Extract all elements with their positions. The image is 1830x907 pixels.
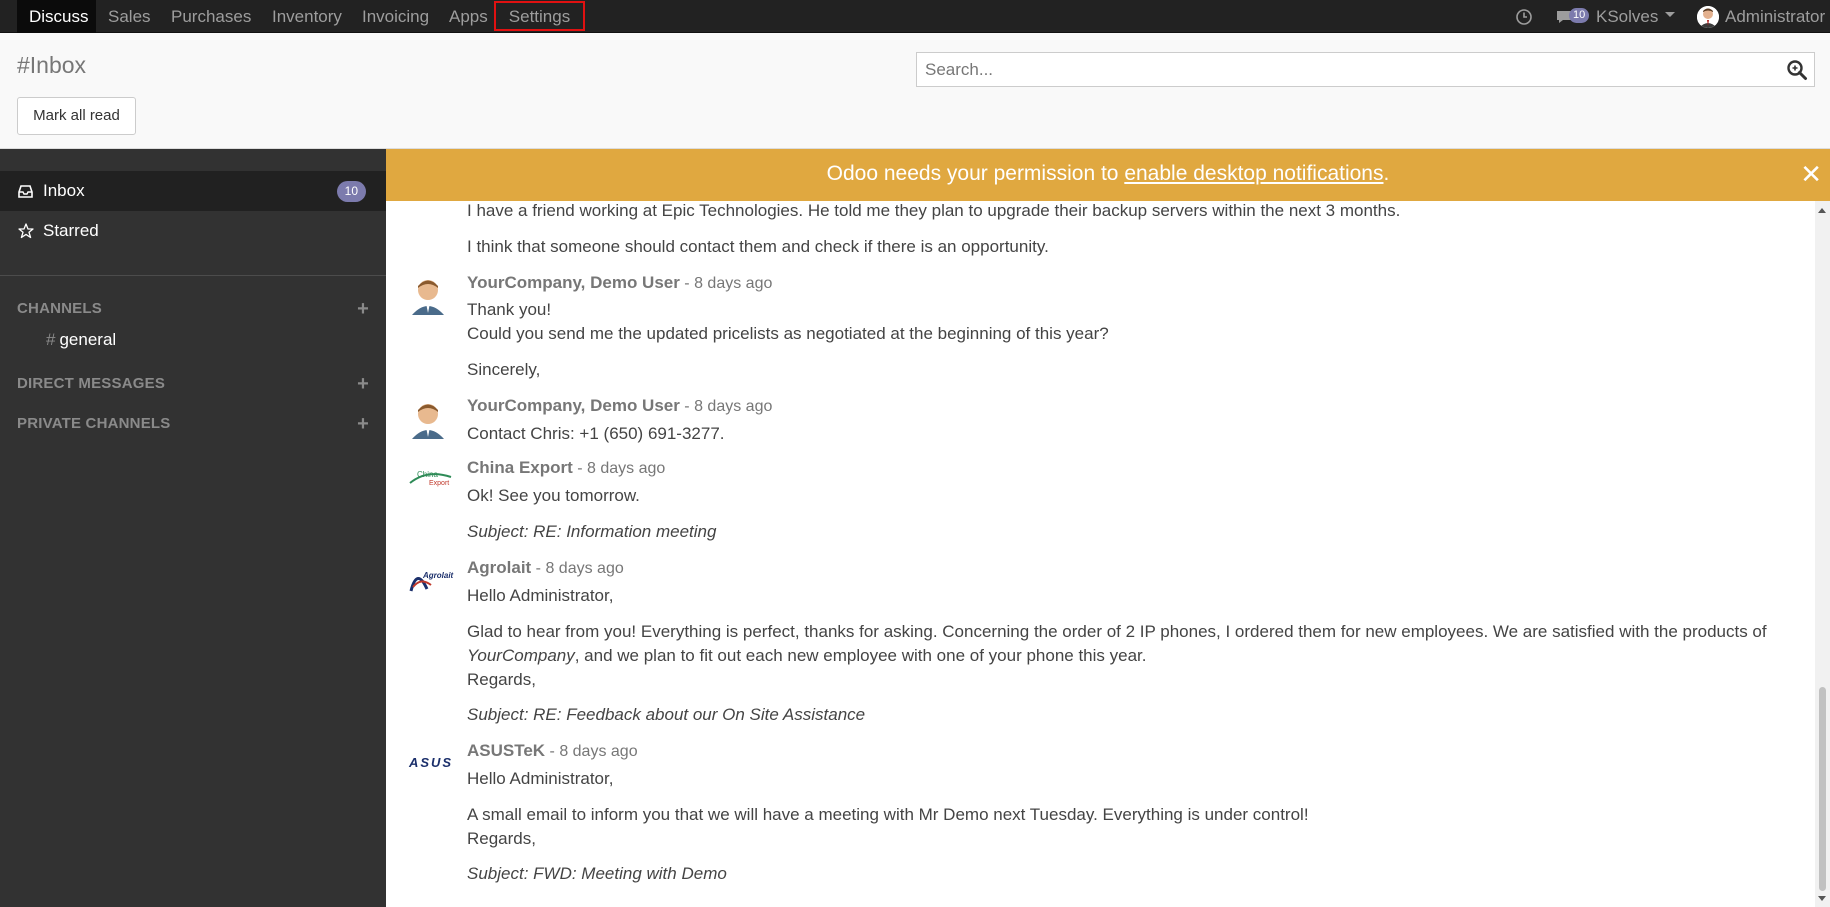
- message-body-line: Ok! See you tomorrow.: [467, 486, 640, 505]
- channel-general[interactable]: [46, 330, 116, 350]
- discuss-sidebar: [0, 149, 386, 907]
- sidebar-item-inbox[interactable]: [0, 171, 386, 211]
- message-body-line: Thank you!: [467, 300, 552, 319]
- message-subject: Subject: FWD: Meeting with Demo: [467, 864, 727, 883]
- channels-header-label: CHANNELS: [17, 300, 102, 317]
- menu-sales[interactable]: Sales: [108, 7, 151, 26]
- menu-discuss[interactable]: Discuss: [17, 0, 96, 33]
- message-body-line: Hello Administrator,: [467, 586, 614, 605]
- caret-down-icon: [1665, 12, 1675, 17]
- star-icon: [17, 223, 34, 239]
- thread-scrollbar[interactable]: [1815, 201, 1830, 907]
- author-name[interactable]: YourCompany, Demo User: [467, 273, 680, 292]
- message-header: [467, 396, 772, 416]
- scroll-down-arrow-icon[interactable]: [1818, 896, 1826, 901]
- company-logo-agrolait[interactable]: [407, 559, 454, 601]
- banner-text-prefix: Odoo needs your permission to: [826, 162, 1125, 185]
- menu-invoicing[interactable]: Invoicing: [362, 7, 430, 26]
- clock-icon: [1515, 8, 1533, 26]
- author-avatar[interactable]: [407, 273, 449, 315]
- company-name-italic: YourCompany: [467, 646, 575, 665]
- close-icon[interactable]: ✕: [1800, 159, 1822, 189]
- enable-notifications-link[interactable]: enable desktop notifications: [1124, 162, 1384, 185]
- messages-button[interactable]: [1555, 0, 1589, 33]
- message-body-line: I have a friend working at Epic Technologies. He told me they plan to upgrade their backup servers within the next 3 months.: [467, 201, 1401, 220]
- user-name: Administrator: [1725, 6, 1826, 26]
- message-body-line: [467, 646, 1146, 666]
- banner-text-suffix: .: [1383, 162, 1390, 185]
- inbox-count-badge: 10: [337, 181, 366, 202]
- message-date: - 8 days ago: [679, 275, 773, 292]
- message-body-line: Sincerely,: [467, 360, 541, 379]
- sidebar-item-label: Inbox: [43, 181, 85, 200]
- add-channel-plus-icon[interactable]: +: [357, 298, 369, 320]
- message-body-line: I think that someone should contact them and check if there is an opportunity.: [467, 237, 1049, 256]
- activity-button[interactable]: [1515, 0, 1533, 33]
- inbox-tray-icon: [17, 185, 34, 198]
- sidebar-divider: [0, 275, 386, 276]
- logo-lettering: Export: [429, 480, 450, 487]
- message-date: - 8 days ago: [531, 560, 624, 577]
- author-name[interactable]: YourCompany, Demo User: [467, 396, 680, 415]
- menu-settings[interactable]: Settings: [494, 1, 585, 31]
- channel-label: general: [59, 330, 117, 349]
- page-title: #Inbox: [17, 52, 87, 78]
- message-body-line: Regards,: [467, 670, 536, 689]
- message-date: - 8 days ago: [679, 398, 773, 415]
- search-box: [916, 52, 1815, 87]
- private-channels-header-label: PRIVATE CHANNELS: [17, 415, 171, 432]
- company-logo-asustek[interactable]: [407, 742, 449, 784]
- message-header: [467, 558, 624, 578]
- message-body-line: A small email to inform you that we will have a meeting with Mr Demo next Tuesday. Everything is under control!: [467, 805, 1309, 824]
- message-header: [467, 273, 772, 293]
- message-thread: [386, 201, 1830, 907]
- message-date: - 8 days ago: [545, 743, 638, 760]
- company-logo-china-export[interactable]: [407, 459, 449, 501]
- logo-lettering: ASUS: [409, 755, 451, 770]
- search-icon[interactable]: [1786, 59, 1808, 81]
- logo-lettering: China: [417, 470, 438, 479]
- user-menu[interactable]: [1697, 0, 1825, 33]
- logo-lettering: Agrolait: [423, 571, 454, 580]
- message-subject: Subject: RE: Feedback about our On Site Assistance: [467, 705, 866, 724]
- scroll-up-arrow-icon[interactable]: [1818, 208, 1826, 213]
- direct-messages-header-label: DIRECT MESSAGES: [17, 375, 166, 392]
- message-body-line: Contact Chris: +1 (650) 691-3277.: [467, 424, 725, 443]
- message-body-line: Glad to hear from you! Everything is perfect, thanks for asking. Concerning the order of 2 IP phones, I ordered them for new employees. We are satisfied with the products of: [467, 622, 1767, 641]
- menu-inventory[interactable]: Inventory: [272, 7, 342, 26]
- notification-permission-banner: [386, 149, 1830, 201]
- message-header: [467, 458, 665, 478]
- channels-header: [17, 298, 369, 320]
- message-body-text: , and we plan to fit out each new employee with one of your phone this year.: [574, 646, 1147, 665]
- scrollbar-thumb[interactable]: [1819, 687, 1826, 891]
- company-name: KSolves: [1596, 6, 1659, 26]
- company-switcher[interactable]: [1596, 0, 1675, 33]
- main-navbar: [0, 0, 1830, 33]
- author-name[interactable]: ASUSTeK: [467, 741, 546, 760]
- menu-purchases[interactable]: Purchases: [171, 7, 252, 26]
- author-name[interactable]: Agrolait: [467, 558, 532, 577]
- hash-icon: #: [46, 330, 56, 349]
- search-input[interactable]: [923, 53, 1783, 86]
- menu-apps[interactable]: Apps: [449, 7, 488, 26]
- direct-messages-header: [17, 373, 369, 395]
- sidebar-item-starred[interactable]: [0, 211, 386, 251]
- messages-count-badge: 10: [1569, 8, 1589, 23]
- message-subject: Subject: RE: Information meeting: [467, 522, 717, 541]
- author-avatar[interactable]: [407, 397, 449, 439]
- message-date: - 8 days ago: [572, 460, 666, 477]
- private-channels-header: [17, 413, 369, 435]
- message-body-line: Regards,: [467, 829, 536, 848]
- user-avatar: [1697, 6, 1719, 28]
- control-panel: [0, 33, 1830, 149]
- message-header: [467, 741, 638, 761]
- author-name[interactable]: China Export: [467, 458, 573, 477]
- sidebar-item-label: Starred: [43, 221, 99, 240]
- add-direct-message-plus-icon[interactable]: +: [357, 373, 369, 395]
- add-private-channel-plus-icon[interactable]: +: [357, 413, 369, 435]
- message-body-line: Could you send me the updated pricelists as negotiated at the beginning of this year?: [467, 324, 1109, 343]
- message-body-line: Hello Administrator,: [467, 769, 614, 788]
- mark-all-read-button[interactable]: Mark all read: [17, 97, 136, 135]
